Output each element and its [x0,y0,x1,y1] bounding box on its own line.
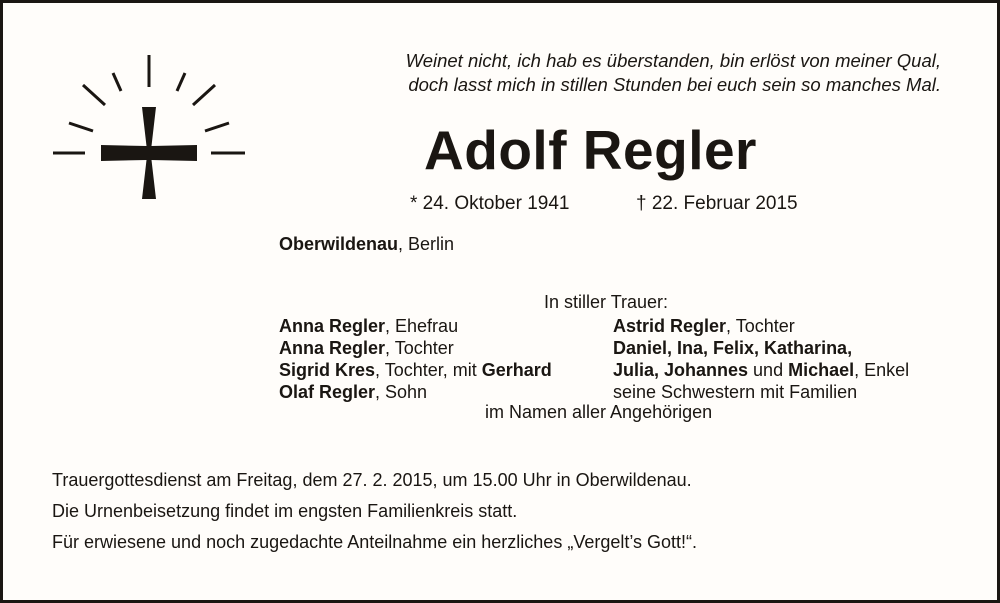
mourner-relation: , Tochter [385,338,454,358]
mourner-name: Julia, Johannes [613,360,749,380]
mourner-name: Olaf Regler [279,382,376,402]
service-line: Die Urnenbeisetzung findet im engsten Familienkreis statt. [52,501,518,521]
mourner-entry [613,337,909,359]
death-date: † 22. Februar 2015 [636,193,798,214]
service-line: Für erwiesene und noch zugedachte Anteilnahme ein herzliches „Vergelt’s Gott!“. [52,532,698,552]
deceased-name: Adolf Regler [424,119,757,181]
service-details [52,465,697,558]
poem-verse [406,49,941,97]
mourner-entry [279,337,552,359]
poem-line: Weinet nicht, ich hab es überstanden, bin erlöst von meiner Qual, [405,50,941,71]
mourner-entry [613,359,909,381]
mourner-entry [613,381,909,403]
mourners-heading: In stiller Trauer: [544,292,669,312]
residence-town: Oberwildenau [279,234,399,254]
mourner-relation: , Tochter [726,316,795,336]
mourners-left-column [279,315,552,403]
mourner-name: Anna Regler [279,316,386,336]
mourner-entry [279,359,552,381]
mourner-name: Gerhard [481,360,552,380]
service-line: Trauergottesdienst am Freitag, dem 27. 2. 2015, um 15.00 Uhr in Oberwildenau. [52,470,692,490]
mourner-name: Anna Regler [279,338,386,358]
mourner-relation: , Ehefrau [385,316,459,336]
mourner-name: Astrid Regler [613,316,727,336]
mourner-name: Daniel, Ina, Felix, Katharina, [613,338,853,358]
mourner-connector: und [748,360,789,380]
radiant-cross-icon [49,51,249,203]
poem-line: doch lasst mich in stillen Stunden bei euch sein so manches Mal. [408,74,941,95]
residence [279,234,454,255]
mourner-name: Michael [788,360,855,380]
mourner-entry [613,315,909,337]
residence-rest: , Berlin [398,234,455,254]
birth-date: * 24. Oktober 1941 [410,193,570,214]
mourner-name: Sigrid Kres [279,360,376,380]
mourner-relation: seine Schwestern mit Familien [613,382,858,402]
mourner-relation: , Tochter, mit [375,360,482,380]
mourner-entry [279,315,552,337]
mourner-relation: , Enkel [854,360,910,380]
mourner-entry [279,381,552,403]
mourners-footer: im Namen aller Angehörigen [485,402,713,422]
mourners-right-column [613,315,909,403]
mourner-relation: , Sohn [375,382,428,402]
